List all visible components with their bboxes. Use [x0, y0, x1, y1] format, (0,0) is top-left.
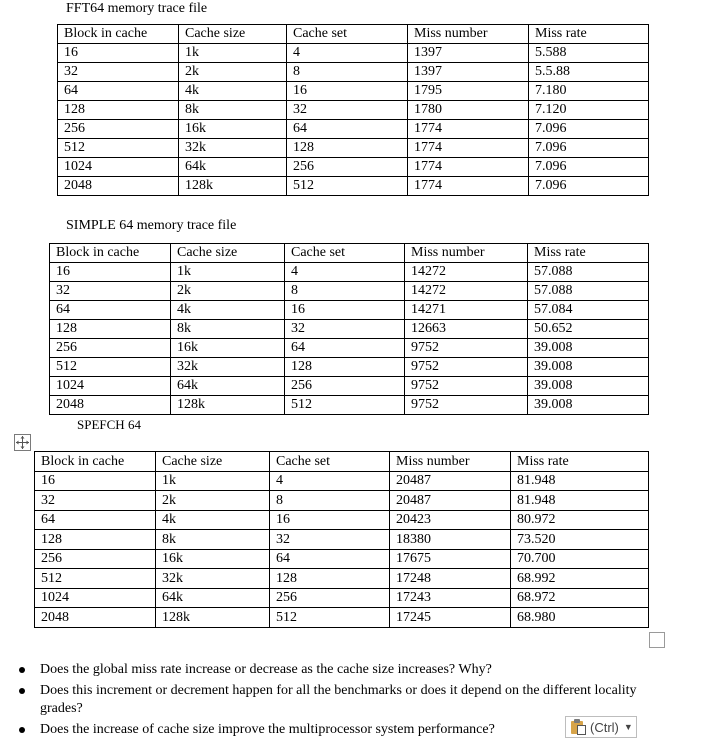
- table-cell: 14272: [405, 263, 528, 282]
- table-row: [50, 377, 649, 396]
- table-row: [50, 282, 649, 301]
- table-cell: 7.120: [529, 101, 649, 120]
- table-cell: 8k: [179, 101, 287, 120]
- column-header: Block in cache: [58, 25, 179, 44]
- table-cell: 1024: [50, 377, 171, 396]
- table-cell: 512: [285, 396, 405, 415]
- table-cell: 4: [287, 44, 408, 63]
- table-cell: 17675: [390, 549, 511, 569]
- column-header: Cache set: [285, 244, 405, 263]
- table-cell: 12663: [405, 320, 528, 339]
- table-cell: 32k: [171, 358, 285, 377]
- table-row: [35, 471, 649, 491]
- table-cell: 1024: [58, 158, 179, 177]
- table-cell: 128: [50, 320, 171, 339]
- table-row: [58, 139, 649, 158]
- column-header: Cache size: [179, 25, 287, 44]
- table-cell: 9752: [405, 339, 528, 358]
- table-header-row: [58, 25, 649, 44]
- table-cell: 1774: [408, 120, 529, 139]
- table-cell: 1k: [156, 471, 270, 491]
- table-cell: 64k: [171, 377, 285, 396]
- column-header: Cache size: [171, 244, 285, 263]
- chevron-down-icon: ▼: [623, 722, 633, 732]
- table-cell: 32: [285, 320, 405, 339]
- table-cell: 73.520: [511, 530, 649, 550]
- table-cell: 8k: [171, 320, 285, 339]
- table-cell: 128: [285, 358, 405, 377]
- table-row: [35, 491, 649, 511]
- table-title-simple64: SIMPLE 64 memory trace file: [66, 218, 237, 233]
- table-header-row: [35, 452, 649, 472]
- table-cell: 16k: [156, 549, 270, 569]
- table-cell: 39.008: [528, 339, 649, 358]
- table-cell: 256: [58, 120, 179, 139]
- table-cell: 8: [285, 282, 405, 301]
- column-header: Cache size: [156, 452, 270, 472]
- table-cell: 18380: [390, 530, 511, 550]
- table-cell: 20487: [390, 471, 511, 491]
- table-cell: 128: [35, 530, 156, 550]
- table-cell: 64: [287, 120, 408, 139]
- table-row: [58, 101, 649, 120]
- table-row: [58, 177, 649, 196]
- table-cell: 68.972: [511, 588, 649, 608]
- table-cell: 1k: [171, 263, 285, 282]
- table-cell: 1774: [408, 177, 529, 196]
- table-cell: 2048: [35, 608, 156, 628]
- table-cell: 1780: [408, 101, 529, 120]
- table-cell: 32k: [179, 139, 287, 158]
- table-cell: 57.084: [528, 301, 649, 320]
- table-cell: 16: [287, 82, 408, 101]
- simple64-table: [49, 243, 649, 415]
- table-cell: 70.700: [511, 549, 649, 569]
- table-cell: 14272: [405, 282, 528, 301]
- table-cell: 16: [35, 471, 156, 491]
- table-cell: 39.008: [528, 377, 649, 396]
- table-row: [35, 608, 649, 628]
- table-cell: 39.008: [528, 396, 649, 415]
- table-row: [50, 358, 649, 377]
- table-cell: 81.948: [511, 491, 649, 511]
- table-cell: 1k: [179, 44, 287, 63]
- table-cell: 2k: [171, 282, 285, 301]
- table-cell: 9752: [405, 358, 528, 377]
- table-cell: 7.096: [529, 139, 649, 158]
- table-cell: 32: [287, 101, 408, 120]
- table-cell: 80.972: [511, 510, 649, 530]
- table-cell: 7.180: [529, 82, 649, 101]
- table-cell: 5.588: [529, 44, 649, 63]
- table-cell: 64: [270, 549, 390, 569]
- list-item: Does the increase of cache size improve the multiprocessor system performance?: [0, 721, 660, 739]
- table-row: [50, 320, 649, 339]
- table-cell: 32: [50, 282, 171, 301]
- table-cell: 64: [285, 339, 405, 358]
- table-cell: 1024: [35, 588, 156, 608]
- table-cell: 7.096: [529, 158, 649, 177]
- question-list: [0, 661, 660, 742]
- column-header: Miss number: [390, 452, 511, 472]
- table-cell: 64: [35, 510, 156, 530]
- table-row: [58, 158, 649, 177]
- table-cell: 7.096: [529, 120, 649, 139]
- table-cell: 128k: [171, 396, 285, 415]
- table-row: [58, 63, 649, 82]
- table-cell: 64: [50, 301, 171, 320]
- table-cell: 32: [35, 491, 156, 511]
- table-row: [50, 301, 649, 320]
- table-cell: 16: [50, 263, 171, 282]
- table-cell: 4k: [179, 82, 287, 101]
- column-header: Cache set: [287, 25, 408, 44]
- list-item: Does the global miss rate increase or decrease as the cache size increases? Why?: [0, 661, 660, 679]
- table-cell: 57.088: [528, 282, 649, 301]
- column-header: Miss rate: [528, 244, 649, 263]
- table-cell: 64k: [156, 588, 270, 608]
- table-cell: 32: [58, 63, 179, 82]
- table-cell: 2k: [179, 63, 287, 82]
- column-header: Miss rate: [511, 452, 649, 472]
- table-row: [35, 549, 649, 569]
- column-header: Block in cache: [50, 244, 171, 263]
- table-cell: 8k: [156, 530, 270, 550]
- table-cell: 4k: [156, 510, 270, 530]
- table-header-row: [50, 244, 649, 263]
- table-cell: 1397: [408, 44, 529, 63]
- table-cell: 16: [285, 301, 405, 320]
- table-cell: 7.096: [529, 177, 649, 196]
- table-cell: 1774: [408, 139, 529, 158]
- table-cell: 17243: [390, 588, 511, 608]
- table-cell: 512: [270, 608, 390, 628]
- table-row: [35, 588, 649, 608]
- column-header: Miss number: [408, 25, 529, 44]
- table-cell: 1397: [408, 63, 529, 82]
- table-cell: 16k: [171, 339, 285, 358]
- table-cell: 5.5.88: [529, 63, 649, 82]
- table-cell: 128k: [179, 177, 287, 196]
- table-cell: 512: [58, 139, 179, 158]
- table-cell: 2k: [156, 491, 270, 511]
- table-row: [50, 263, 649, 282]
- column-header: Miss number: [405, 244, 528, 263]
- table-row: [58, 44, 649, 63]
- table-cell: 128: [287, 139, 408, 158]
- table-row: [35, 569, 649, 589]
- table-cell: 128: [58, 101, 179, 120]
- table-cell: 256: [35, 549, 156, 569]
- table-cell: 1774: [408, 158, 529, 177]
- table-cell: 16: [270, 510, 390, 530]
- table-row: [58, 82, 649, 101]
- table-cell: 17248: [390, 569, 511, 589]
- table-cell: 39.008: [528, 358, 649, 377]
- table-cell: 16k: [179, 120, 287, 139]
- table-cell: 128: [270, 569, 390, 589]
- table-cell: 20487: [390, 491, 511, 511]
- table-row: [50, 339, 649, 358]
- table-cell: 32k: [156, 569, 270, 589]
- table-cell: 50.652: [528, 320, 649, 339]
- table-cell: 512: [50, 358, 171, 377]
- column-header: Miss rate: [529, 25, 649, 44]
- table-cell: 9752: [405, 396, 528, 415]
- paste-options-button[interactable]: [565, 716, 637, 738]
- table-row: [50, 396, 649, 415]
- table-cell: 68.992: [511, 569, 649, 589]
- table-cell: 64: [58, 82, 179, 101]
- table-cell: 9752: [405, 377, 528, 396]
- spefch64-table: [34, 451, 649, 628]
- table-resize-handle[interactable]: [649, 632, 665, 648]
- table-cell: 128k: [156, 608, 270, 628]
- table-row: [35, 530, 649, 550]
- table-cell: 256: [270, 588, 390, 608]
- table-cell: 1795: [408, 82, 529, 101]
- table-cell: 14271: [405, 301, 528, 320]
- list-item: Does this increment or decrement happen for all the benchmarks or does it depend on the different locality grades?: [0, 682, 660, 718]
- table-cell: 17245: [390, 608, 511, 628]
- table-cell: 2048: [58, 177, 179, 196]
- table-cell: 4: [270, 471, 390, 491]
- table-title-spefch64: SPEFCH 64: [77, 417, 141, 432]
- table-cell: 8: [270, 491, 390, 511]
- table-cell: 64k: [179, 158, 287, 177]
- table-cell: 256: [285, 377, 405, 396]
- table-cell: 81.948: [511, 471, 649, 491]
- table-move-handle[interactable]: [14, 434, 31, 451]
- table-cell: 32: [270, 530, 390, 550]
- clipboard-icon: [569, 719, 587, 735]
- column-header: Block in cache: [35, 452, 156, 472]
- table-cell: 256: [50, 339, 171, 358]
- table-cell: 8: [287, 63, 408, 82]
- table-cell: 68.980: [511, 608, 649, 628]
- table-cell: 256: [287, 158, 408, 177]
- table-row: [58, 120, 649, 139]
- table-title-fft64: FFT64 memory trace file: [66, 1, 208, 16]
- table-row: [35, 510, 649, 530]
- column-header: Cache set: [270, 452, 390, 472]
- table-cell: 4k: [171, 301, 285, 320]
- table-cell: 4: [285, 263, 405, 282]
- table-cell: 512: [287, 177, 408, 196]
- table-cell: 57.088: [528, 263, 649, 282]
- fft64-table: [57, 24, 649, 196]
- table-cell: 2048: [50, 396, 171, 415]
- paste-options-label: (Ctrl): [590, 719, 619, 735]
- table-cell: 20423: [390, 510, 511, 530]
- table-cell: 512: [35, 569, 156, 589]
- table-cell: 16: [58, 44, 179, 63]
- move-arrows-icon: [15, 435, 30, 450]
